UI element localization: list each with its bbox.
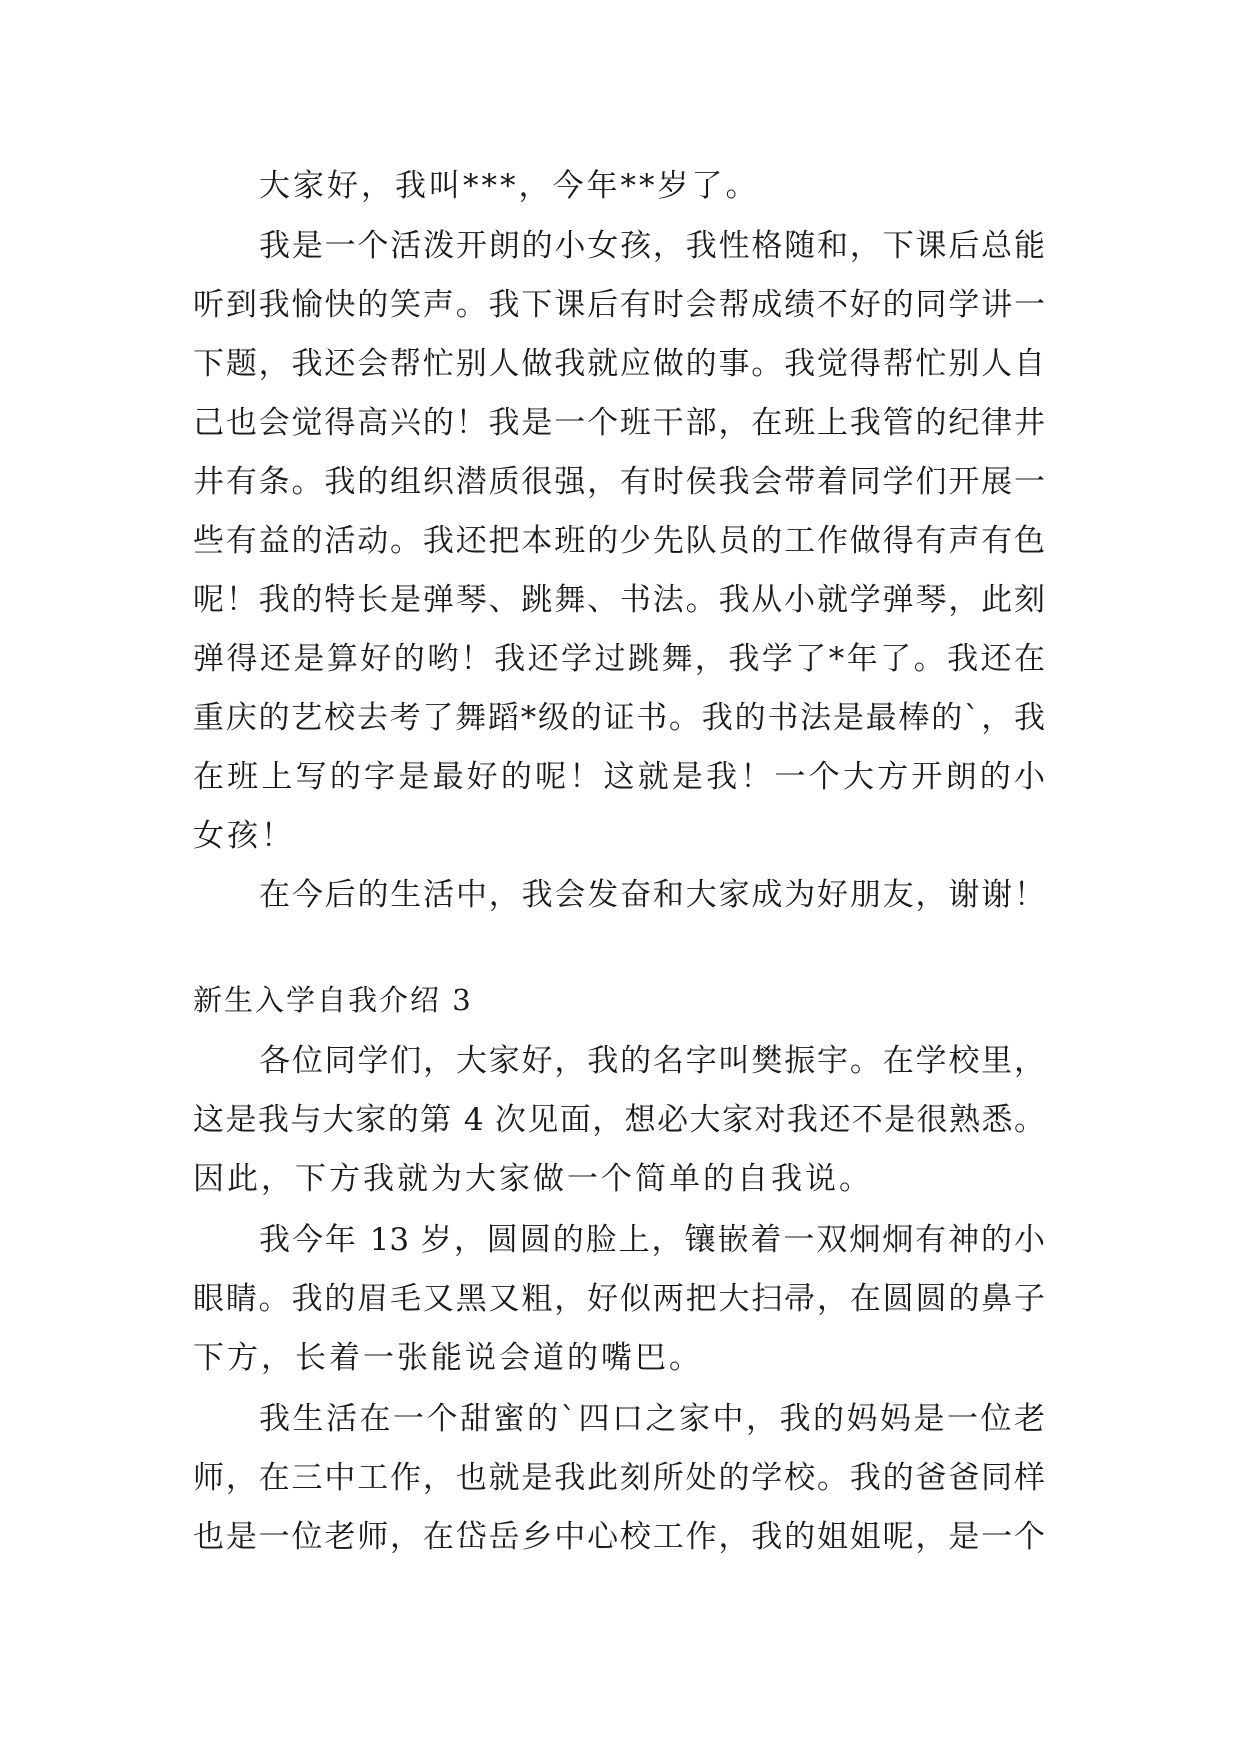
text-line: 呢！我的特长是弹琴、跳舞、书法。我从小就学弹琴，此刻 xyxy=(193,582,1045,618)
text-line: 下方，长着一张能说会道的嘴巴。 xyxy=(193,1340,703,1376)
text-line: 这是我与大家的第 4 次见面，想必大家对我还不是很熟悉。 xyxy=(193,1102,1045,1138)
text-line: 听到我愉快的笑声。我下课后有时会帮成绩不好的同学讲一 xyxy=(193,287,1045,323)
section-heading: 新生入学自我介绍 3 xyxy=(193,983,473,1017)
text-line: 眼睛。我的眉毛又黑又粗，好似两把大扫帚，在圆圆的鼻子 xyxy=(193,1281,1045,1317)
text-line: 大家好，我叫***，今年**岁了。 xyxy=(259,168,760,204)
text-line: 些有益的活动。我还把本班的少先队员的工作做得有声有色 xyxy=(193,523,1045,559)
text-line: 下题，我还会帮忙别人做我就应做的事。我觉得帮忙别人自 xyxy=(193,346,1045,382)
text-line: 己也会觉得高兴的！我是一个班干部，在班上我管的纪律井 xyxy=(193,405,1045,441)
text-line: 重庆的艺校去考了舞蹈*级的证书。我的书法是最棒的`，我 xyxy=(193,700,1045,736)
text-line: 弹得还是算好的哟！我还学过跳舞，我学了*年了。我还在 xyxy=(193,641,1045,677)
text-line: 各位同学们，大家好，我的名字叫樊振宇。在学校里， xyxy=(259,1043,1045,1079)
text-line: 我今年 13 岁，圆圆的脸上，镶嵌着一双炯炯有神的小 xyxy=(259,1222,1045,1258)
text-line: 井有条。我的组织潜质很强，有时侯我会带着同学们开展一 xyxy=(193,464,1045,500)
text-line: 我是一个活泼开朗的小女孩，我性格随和，下课后总能 xyxy=(259,228,1045,264)
text-line: 女孩！ xyxy=(193,818,295,854)
text-line: 因此，下方我就为大家做一个简单的自我说。 xyxy=(193,1161,873,1197)
text-line: 在今后的生活中，我会发奋和大家成为好朋友，谢谢！ xyxy=(259,877,1045,913)
text-line: 师，在三中工作，也就是我此刻所处的学校。我的爸爸同样 xyxy=(193,1460,1045,1496)
text-line: 我生活在一个甜蜜的`四口之家中，我的妈妈是一位老 xyxy=(259,1401,1045,1437)
text-line: 在班上写的字是最好的呢！这就是我！一个大方开朗的小 xyxy=(193,759,1045,795)
text-line: 也是一位老师，在岱岳乡中心校工作，我的姐姐呢，是一个 xyxy=(193,1519,1045,1555)
